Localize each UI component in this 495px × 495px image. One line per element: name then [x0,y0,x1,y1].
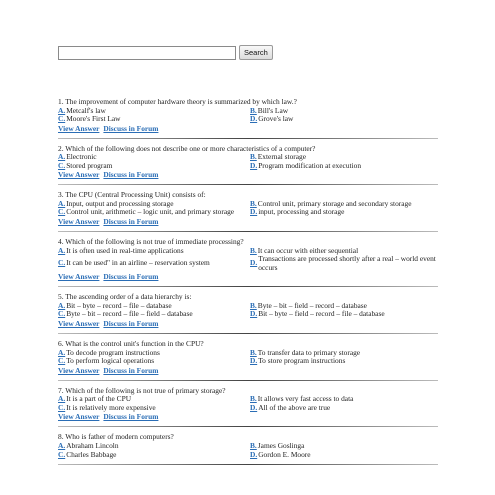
option-text: Grove's law [258,114,294,124]
question-item [58,385,438,428]
option-text: Charles Babbage [66,449,117,459]
question-text: 1. The improvement of computer hardware theory is summarized by which law.? [58,97,297,106]
option-letter-link[interactable]: B. [250,152,257,162]
option-text: Electronic [66,152,97,162]
option-d [250,310,438,319]
question-text: 6. What is the control unit's function in the CPU? [58,339,204,349]
option-text: James Goslinga [257,440,305,450]
option-text: It can occur with either sequential [257,245,359,255]
option-letter-link[interactable]: B. [250,300,257,310]
options-grid [58,349,438,366]
options-grid [58,302,438,319]
discuss-forum-link[interactable]: Discuss in Forum [103,365,159,375]
option-d [250,208,438,217]
option-letter-link[interactable]: C. [58,114,66,124]
option-letter-link[interactable]: C. [58,258,66,268]
option-text: Control unit, primary storage and secondary storage [257,198,412,208]
option-letter-link[interactable]: A. [58,245,66,255]
option-letter-link[interactable]: A. [58,152,66,162]
option-text: Program modification at execution [258,160,362,170]
option-d [250,451,438,460]
option-letter-link[interactable]: A. [58,394,66,404]
option-text: input, processing and storage [258,207,345,217]
option-text: To perform logical operations [66,356,155,366]
option-a [58,247,250,256]
view-answer-link[interactable]: View Answer [58,272,100,282]
option-letter-link[interactable]: D. [250,160,258,170]
question-list [58,96,438,469]
option-letter-link[interactable]: C. [58,160,66,170]
question-links [58,217,438,226]
view-answer-link[interactable]: View Answer [58,170,100,180]
option-letter-link[interactable]: B. [250,105,257,115]
option-letter-link[interactable]: D. [250,402,258,412]
option-d [250,404,438,413]
view-answer-link[interactable]: View Answer [58,123,100,133]
option-d [250,162,438,171]
view-answer-link[interactable]: View Answer [58,365,100,375]
search-input[interactable] [58,46,236,60]
option-text: It is a part of the CPU [66,394,132,404]
option-letter-link[interactable]: A. [58,198,66,208]
options-grid [58,153,438,170]
search-button[interactable]: Search [239,45,273,60]
options-grid [58,247,438,273]
option-letter-link[interactable]: D. [250,207,258,217]
option-letter-link[interactable]: B. [250,245,257,255]
option-text: To decode program instructions [66,347,160,357]
option-text: Byte – bit – field – record – database [257,300,367,310]
option-text: Byte – bit – record – file – field – database [66,309,193,319]
question-item [58,236,438,287]
options-grid [58,395,438,412]
question-item [58,143,438,186]
question-links [58,272,438,281]
option-letter-link[interactable]: D. [250,356,258,366]
question-text: 4. Which of the following is not true of immediate processing? [58,237,244,247]
option-text: Bill's Law [257,105,289,115]
option-text: Transactions are processed shortly after a real – world event occurs [258,254,436,272]
option-d [250,255,438,272]
question-text: 2. Which of the following does not describe one or more characteristics of a computer? [58,143,316,153]
option-c [58,310,250,319]
question-text: 7. Which of the following is not true of primary storage? [58,385,226,395]
option-text: It is relatively more expensive [66,402,156,412]
option-text: It allows very fast access to data [257,394,354,404]
option-c [58,255,250,272]
question-links [58,124,438,133]
option-letter-link[interactable]: D. [250,309,258,319]
question-links [58,366,438,375]
option-letter-link[interactable]: C. [58,309,66,319]
options-grid [58,107,438,124]
option-c [58,115,250,124]
option-text: All of the above are true [258,402,331,412]
option-letter-link[interactable]: B. [250,440,257,450]
option-letter-link[interactable]: B. [250,198,257,208]
option-text: External storage [257,152,307,162]
option-text: Control unit, arithmetic – logic unit, and primary storage [66,207,235,217]
option-letter-link[interactable]: B. [250,394,257,404]
discuss-forum-link[interactable]: Discuss in Forum [103,272,159,282]
option-c [58,208,250,217]
option-text: To store program instructions [258,356,346,366]
option-letter-link[interactable]: C. [58,449,66,459]
option-text: Gordon E. Moore [258,449,311,459]
question-text: 3. The CPU (Central Processing Unit) consists of: [58,190,206,200]
option-letter-link[interactable]: C. [58,207,66,217]
option-text: To transfer data to primary storage [257,347,361,357]
option-letter-link[interactable]: A. [58,347,66,357]
view-answer-link[interactable]: View Answer [58,217,100,227]
question-text: 5. The ascending order of a data hierarchy is: [58,292,192,302]
discuss-forum-link[interactable]: Discuss in Forum [103,217,159,227]
discuss-forum-link[interactable]: Discuss in Forum [103,123,159,133]
option-text: Moore's First Law [66,114,121,124]
question-item [58,338,438,381]
question-item [58,431,438,465]
option-c [58,451,250,460]
question-item [58,189,438,232]
option-d [250,357,438,366]
option-text: Abraham Lincoln [66,440,119,450]
view-answer-link[interactable]: View Answer [58,412,100,422]
option-text: Input, output and processing storage [66,198,174,208]
option-letter-link[interactable]: C. [58,356,66,366]
option-text: Metcalf's law [66,105,106,115]
options-grid [58,442,438,459]
option-letter-link[interactable]: A. [58,440,66,450]
option-d [250,115,438,124]
option-c [58,162,250,171]
option-letter-link[interactable]: A. [58,300,66,310]
option-letter-link[interactable]: D. [250,114,258,124]
option-letter-link[interactable]: B. [250,347,257,357]
option-text: Stored program [66,160,113,170]
discuss-forum-link[interactable]: Discuss in Forum [103,412,159,422]
question-item [58,96,438,139]
view-answer-link[interactable]: View Answer [58,319,100,329]
option-text: It is often used in real-time applications [66,245,184,255]
options-grid [58,200,438,217]
question-links [58,319,438,328]
option-letter-link[interactable]: C. [58,402,66,412]
search-bar [58,45,273,60]
question-links [58,412,438,421]
option-letter-link[interactable]: D. [250,258,258,268]
question-text: 8. Who is father of modern computers? [58,432,174,442]
option-text: It can be used" in an airline – reservation system [66,258,210,268]
question-item [58,291,438,334]
option-c [58,404,250,413]
option-text: Bit – byte – field – record – file – database [258,309,385,319]
discuss-forum-link[interactable]: Discuss in Forum [103,170,159,180]
option-letter-link[interactable]: D. [250,449,258,459]
discuss-forum-link[interactable]: Discuss in Forum [103,319,159,329]
option-letter-link[interactable]: A. [58,105,66,115]
option-c [58,357,250,366]
option-text: Bit – byte – record – file – database [66,300,172,310]
question-links [58,170,438,179]
